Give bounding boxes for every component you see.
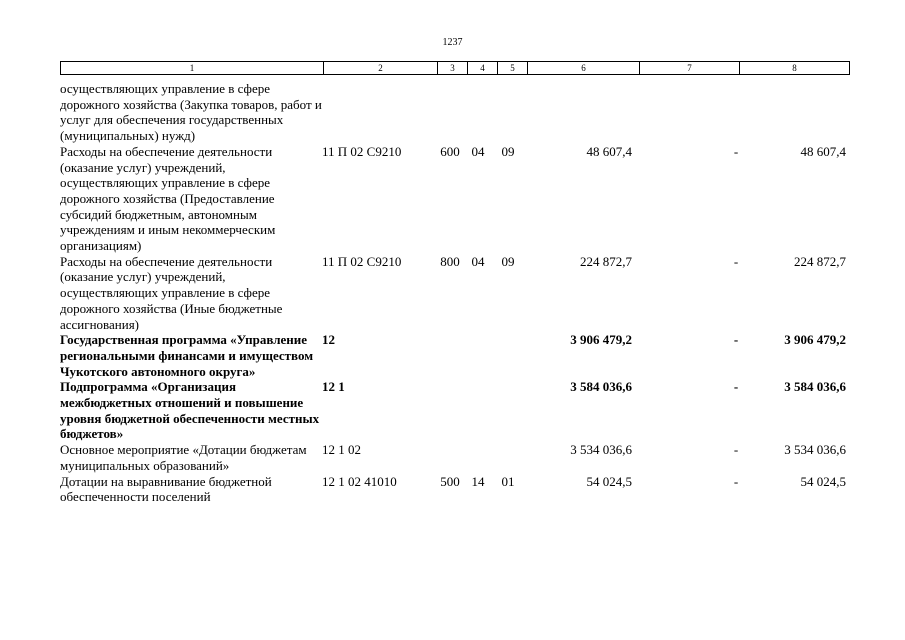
row-cell-c4: 04 bbox=[471, 253, 485, 269]
row-name: Основное мероприятие «Дотации бюджетам муниципальных образований» bbox=[60, 442, 307, 473]
row-cell-c7: - bbox=[733, 253, 739, 269]
header-col-7: 7 bbox=[639, 62, 739, 74]
header-col-8: 8 bbox=[739, 62, 849, 74]
row-cell-c3: 500 bbox=[440, 473, 460, 489]
row-name: осуществляющих управление в сфере дорожного хозяйства (Закупка товаров, работ и услуг для обеспечения государственных (муниципальных) нужд) bbox=[60, 81, 322, 144]
row-cell-c6: 3 906 479,2 bbox=[570, 332, 632, 348]
table-body bbox=[60, 81, 850, 505]
row-name: Расходы на обеспечение деятельности (оказание услуг) учреждений, осуществляющих управление в сфере дорожного хозяйства (Иные бюджетные ассигнования) bbox=[60, 253, 283, 332]
row-cell-c7: - bbox=[733, 379, 739, 395]
row-cell-c6: 54 024,5 bbox=[586, 473, 632, 489]
row-cell-code: 12 1 02 41010 bbox=[322, 473, 397, 489]
row-cell-code: 12 1 02 bbox=[322, 442, 361, 458]
row-cell-c7: - bbox=[733, 332, 739, 348]
row-cell-c4: 04 bbox=[471, 143, 485, 159]
header-col-3: 3 bbox=[437, 62, 467, 74]
row-cell-c3: 600 bbox=[440, 143, 460, 159]
header-col-2: 2 bbox=[323, 62, 437, 74]
header-col-6: 6 bbox=[527, 62, 639, 74]
row-cell-c8: 3 534 036,6 bbox=[784, 442, 846, 458]
page-number: 1237 bbox=[442, 37, 463, 48]
row-cell-c7: - bbox=[733, 143, 739, 159]
row-cell-c4: 14 bbox=[471, 473, 485, 489]
header-col-1: 1 bbox=[189, 63, 195, 73]
row-cell-c8: 54 024,5 bbox=[800, 473, 846, 489]
row-cell-c3: 800 bbox=[440, 253, 460, 269]
table-row bbox=[60, 254, 850, 333]
table-row bbox=[60, 144, 850, 254]
row-cell-code: 12 bbox=[322, 332, 335, 348]
table-row bbox=[60, 379, 850, 442]
row-name: Подпрограмма «Организация межбюджетных отношений и повышение уровня бюджетной обеспеченности местных бюджетов» bbox=[60, 379, 320, 442]
row-cell-c8: 3 906 479,2 bbox=[784, 332, 846, 348]
row-name: Государственная программа «Управление региональными финансами и имуществом Чукотского автономного округа» bbox=[60, 332, 314, 379]
table-row bbox=[60, 332, 850, 379]
row-cell-c8: 48 607,4 bbox=[800, 143, 846, 159]
row-cell-c7: - bbox=[733, 473, 739, 489]
row-cell-c5: 09 bbox=[501, 253, 515, 269]
row-name: Дотации на выравнивание бюджетной обеспеченности поселений bbox=[60, 473, 272, 505]
row-cell-code: 11 П 02 С9210 bbox=[322, 253, 402, 269]
table-row bbox=[60, 81, 850, 144]
header-col-4: 4 bbox=[467, 62, 497, 74]
row-cell-c8: 3 584 036,6 bbox=[784, 379, 846, 395]
row-cell-c6: 224 872,7 bbox=[580, 253, 632, 269]
row-cell-c6: 3 534 036,6 bbox=[570, 442, 632, 458]
row-cell-code: 12 1 bbox=[322, 379, 345, 395]
header-col-5: 5 bbox=[497, 62, 527, 74]
table-header bbox=[60, 61, 850, 75]
row-cell-c8: 224 872,7 bbox=[794, 253, 846, 269]
row-cell-c6: 48 607,4 bbox=[586, 143, 632, 159]
row-cell-c5: 01 bbox=[501, 473, 515, 489]
table-row bbox=[60, 442, 850, 473]
row-cell-c6: 3 584 036,6 bbox=[570, 379, 632, 395]
row-name: Расходы на обеспечение деятельности (оказание услуг) учреждений, осуществляющих управление в сфере дорожного хозяйства (Предоставление субсидий бюджетным, автономным учреждениям и иным некоммерческим организациям) bbox=[60, 143, 276, 254]
row-cell-code: 11 П 02 С9210 bbox=[322, 143, 402, 159]
row-cell-c7: - bbox=[733, 442, 739, 458]
table-row bbox=[60, 474, 850, 505]
row-cell-c5: 09 bbox=[501, 143, 515, 159]
